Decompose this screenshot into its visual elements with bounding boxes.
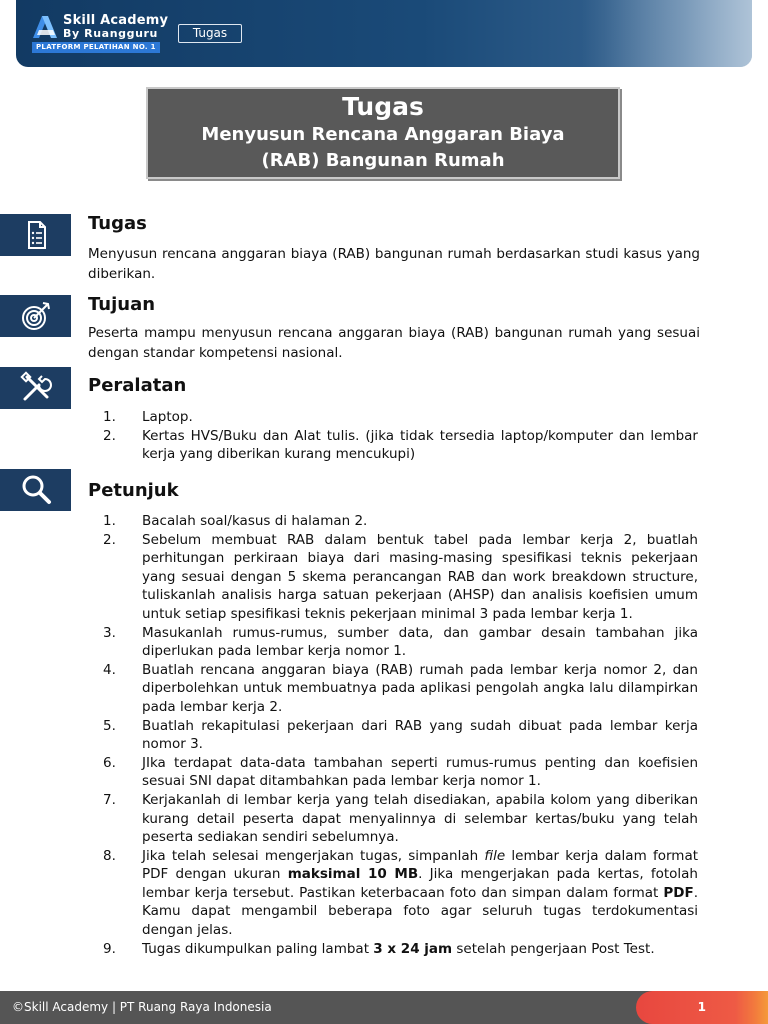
list-item-text-part: Tugas dikumpulkan paling lambat [142, 940, 374, 957]
search-icon [19, 473, 53, 507]
peralatan-heading: Peralatan [88, 375, 187, 396]
list-item-text-part: file [484, 847, 506, 864]
banner-decoration [582, 0, 752, 67]
list-item-text: Kertas HVS/Buku dan Alat tulis. (jika tidak tersedia laptop/komputer dan lembar kerja yang diberikan kurang mencukupi) [142, 427, 698, 463]
list-item-number: 8. [103, 847, 116, 864]
list-item-number: 7. [103, 791, 116, 808]
document-list-icon [19, 218, 53, 252]
list-item-text: Laptop. [142, 409, 193, 425]
footer-copyright: ©Skill Academy | PT Ruang Raya Indonesia [12, 1000, 272, 1014]
list-item [88, 847, 698, 940]
page-title: Tugas [342, 92, 424, 121]
tugas-section-tab [0, 214, 71, 256]
list-item-number: 4. [103, 661, 116, 678]
list-item [88, 624, 698, 661]
tools-icon [19, 371, 53, 405]
list-item-number: 9. [103, 940, 116, 957]
list-item [88, 408, 698, 427]
list-item-text-part: . Jika mengerjakan pada kertas, fotolah lembar kerja tersebut. Pastikan keterbacaan foto dan simpan dalam format [142, 866, 698, 901]
list-item-text-part: setelah pengerjaan Post Test. [452, 940, 655, 957]
tujuan-text: Peserta mampu menyusun rencana anggaran biaya (RAB) bangunan rumah yang sesuai dengan standar kompetensi nasional. [88, 325, 700, 361]
peralatan-list [88, 408, 698, 464]
list-item [88, 531, 698, 624]
brand-name: Skill Academy [63, 13, 169, 28]
footer [0, 991, 768, 1024]
list-item-text: Kerjakanlah di lembar kerja yang telah disediakan, apabila kolom yang diberikan kurang detail peserta dapat menyalinnya di selembar kertas/buku yang telah peserta sediakan sendiri sebelumnya. [142, 791, 698, 846]
title-box [146, 87, 620, 179]
brand-tagline: PLATFORM PELATIHAN NO. 1 [32, 42, 160, 53]
title-line-2: (RAB) Bangunan Rumah [261, 150, 505, 171]
list-item-number: 2. [103, 531, 116, 548]
list-item-number: 1. [103, 513, 116, 529]
list-item [88, 940, 698, 959]
title-line-1: Menyusun Rencana Anggaran Biaya [201, 124, 565, 145]
list-item-number: 1. [103, 409, 116, 425]
list-item-number: 5. [103, 717, 116, 734]
list-item [88, 427, 698, 464]
tugas-text: Menyusun rencana anggaran biaya (RAB) bangunan rumah berdasarkan studi kasus yang diberikan. [88, 246, 700, 282]
list-item-text: Sebelum membuat RAB dalam bentuk tabel pada lembar kerja 2, buatlah perhitungan perkiraan biaya dari masing-masing spesifikasi teknis pekerjaan yang sesuai dengan 5 skema perancangan RAB dan work breakdown structure, tuliskanlah analisis harga satuan pekerjaan (AHSP) dan analisis koefisien umum untuk setiap spesifikasi teknis pekerjaan minimal 3 pada lembar kerja 1. [142, 531, 698, 622]
list-item [88, 791, 698, 847]
list-item [88, 512, 698, 531]
brand-subtitle: By Ruangguru [63, 27, 158, 40]
list-item-text-part: Jika telah selesai mengerjakan tugas, simpanlah [142, 847, 485, 864]
header-chip-tugas: Tugas [178, 24, 242, 43]
target-icon [19, 299, 53, 333]
list-item-text: Masukanlah rumus-rumus, sumber data, dan gambar desain tambahan jika diperlukan pada lembar kerja nomor 1. [142, 624, 698, 660]
tujuan-heading: Tujuan [88, 294, 156, 315]
tugas-heading: Tugas [88, 213, 147, 234]
peralatan-section-tab [0, 367, 71, 409]
petunjuk-list [88, 512, 698, 958]
list-item-number: 2. [103, 427, 116, 444]
list-item-text: Buatlah rekapitulasi pekerjaan dari RAB yang sudah dibuat pada lembar kerja nomor 3. [142, 717, 698, 753]
list-item-number: 6. [103, 754, 116, 771]
petunjuk-heading: Petunjuk [88, 480, 179, 501]
page-number: 1 [697, 1000, 706, 1014]
list-item-text-part: lembar kerja dalam format PDF dengan ukuran [142, 847, 699, 883]
tujuan-section-tab [0, 295, 71, 337]
list-item-text-part: . Kamu dapat mengambil beberapa foto agar seluruh tugas terdokumentasi dengan jelas. [142, 884, 698, 939]
list-item-number: 3. [103, 624, 116, 641]
petunjuk-section-tab [0, 469, 71, 511]
list-item-text-part: maksimal 10 MB [287, 866, 419, 883]
list-item [88, 754, 698, 791]
list-item-text: Buatlah rencana anggaran biaya (RAB) rumah pada lembar kerja nomor 2, dan diperbolehkan untuk membuatnya pada aplikasi pengolah angka lalu dilampirkan pada lembar kerja 2. [142, 661, 698, 715]
list-item-text: JIka terdapat data-data tambahan seperti rumus-rumus penting dan koefisien sesuai SNI dapat ditambahkan pada lembar kerja nomor 1. [142, 754, 698, 790]
list-item [88, 717, 698, 754]
header-banner [16, 0, 752, 67]
list-item [88, 661, 698, 717]
skill-academy-logo-icon [33, 16, 57, 38]
list-item-text-part: PDF [663, 884, 694, 901]
list-item-text-part: 3 x 24 jam [373, 940, 453, 957]
list-item-text: Bacalah soal/kasus di halaman 2. [142, 513, 368, 529]
